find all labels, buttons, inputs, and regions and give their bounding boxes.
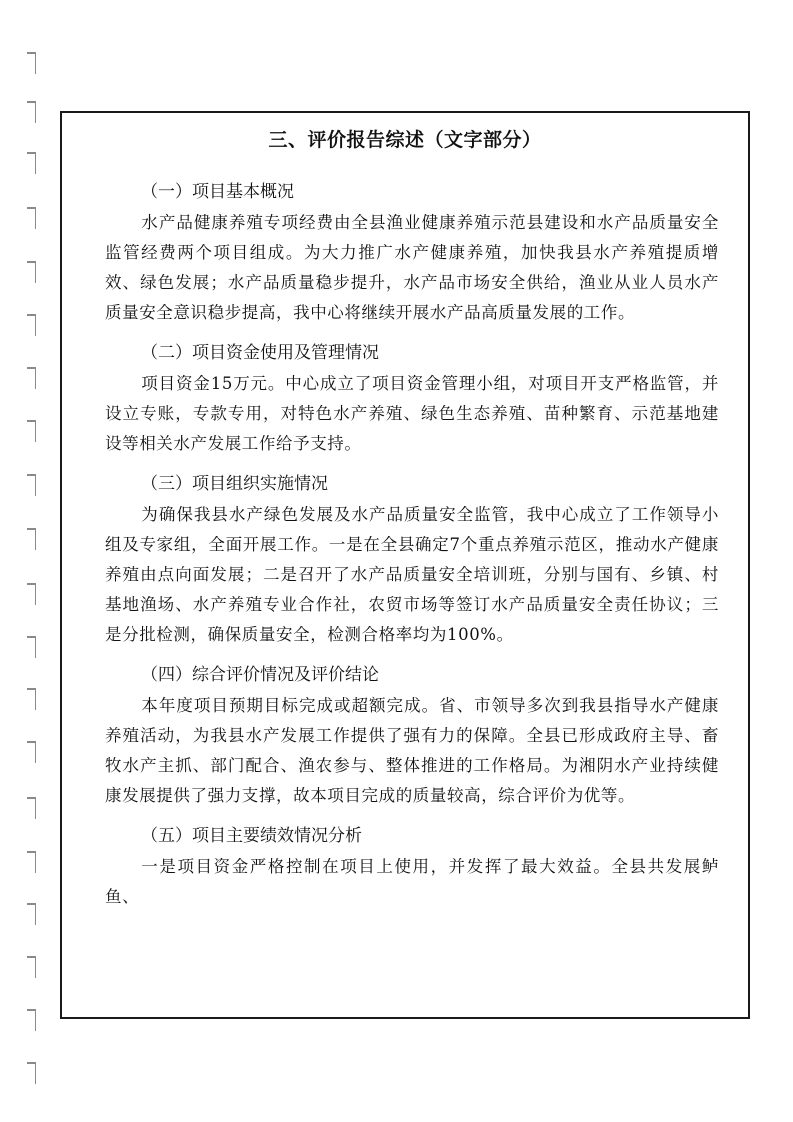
- section-paragraph: 为确保我县水产绿色发展及水产品质量安全监管，我中心成立了工作领导小组及专家组，全面开展工作。一是在全县确定7个重点养殖示范区，推动水产健康养殖由点向面发展；二是召开了水产品质量安全培训班，分别与国有、乡镇、村基地渔场、水产养殖专业合作社，农贸市场等签订水产品质量安全责任协议；三是分批检测，确保质量安全，检测合格率均为100%。: [105, 505, 719, 644]
- binding-mark: [27, 207, 36, 229]
- binding-mark: [27, 261, 36, 283]
- binding-mark: [27, 688, 36, 710]
- section-basic-overview: [105, 180, 719, 328]
- binding-mark: [27, 956, 36, 978]
- section-paragraph: 本年度项目预期目标完成或超额完成。省、市领导多次到我县指导水产健康养殖活动，为我县水产发展工作提供了强有力的保障。全县已形成政府主导、畜牧水产主抓、部门配合、渔农参与、整体推进的工作格局。为湘阴水产业持续健康发展提供了强力支撑，故本项目完成的质量较高，综合评价为优等。: [105, 696, 719, 805]
- binding-mark: [27, 367, 36, 389]
- section-paragraph: 水产品健康养殖专项经费由全县渔业健康养殖示范县建设和水产品质量安全监管经费两个项目组成。为大力推广水产健康养殖，加快我县水产养殖提质增效、绿色发展；水产品质量稳步提升，水产品市场安全供给，渔业从业人员水产质量安全意识稳步提高，我中心将继续开展水产品高质量发展的工作。: [105, 213, 719, 322]
- section-paragraph: 项目资金15万元。中心成立了项目资金管理小组，对项目开支严格监管，并设立专账，专款专用，对特色水产养殖、绿色生态养殖、苗种繁育、示范基地建设等相关水产发展工作给予支持。: [105, 374, 719, 453]
- section-heading: （三）项目组织实施情况: [141, 474, 328, 494]
- report-frame: [60, 111, 750, 1019]
- binding-mark: [27, 528, 36, 550]
- section-evaluation-conclusion: [105, 663, 719, 811]
- binding-mark: [27, 583, 36, 605]
- binding-mark: [27, 741, 36, 763]
- section-performance-analysis: [105, 824, 719, 912]
- section-fund-usage: [105, 341, 719, 459]
- binding-mark: [27, 851, 36, 873]
- section-paragraph: 一是项目资金严格控制在项目上使用，并发挥了最大效益。全县共发展鲈鱼、: [105, 857, 719, 906]
- section-heading: （二）项目资金使用及管理情况: [141, 343, 379, 363]
- section-implementation: [105, 472, 719, 650]
- section-heading: （一）项目基本概况: [141, 182, 294, 202]
- binding-mark: [27, 1062, 36, 1084]
- binding-mark: [27, 101, 36, 123]
- binding-mark: [27, 152, 36, 174]
- binding-mark: [27, 636, 36, 658]
- section-heading: （四）综合评价情况及评价结论: [141, 665, 379, 685]
- binding-mark: [27, 420, 36, 442]
- section-heading: （五）项目主要绩效情况分析: [141, 826, 362, 846]
- binding-mark: [27, 314, 36, 336]
- binding-mark: [27, 52, 36, 74]
- page-title: 三、评价报告综述（文字部分）: [268, 129, 542, 151]
- binding-mark: [27, 903, 36, 925]
- report-body: [105, 180, 719, 912]
- binding-holes: [0, 0, 40, 1122]
- binding-mark: [27, 797, 36, 819]
- binding-mark: [27, 474, 36, 496]
- binding-mark: [27, 1009, 36, 1031]
